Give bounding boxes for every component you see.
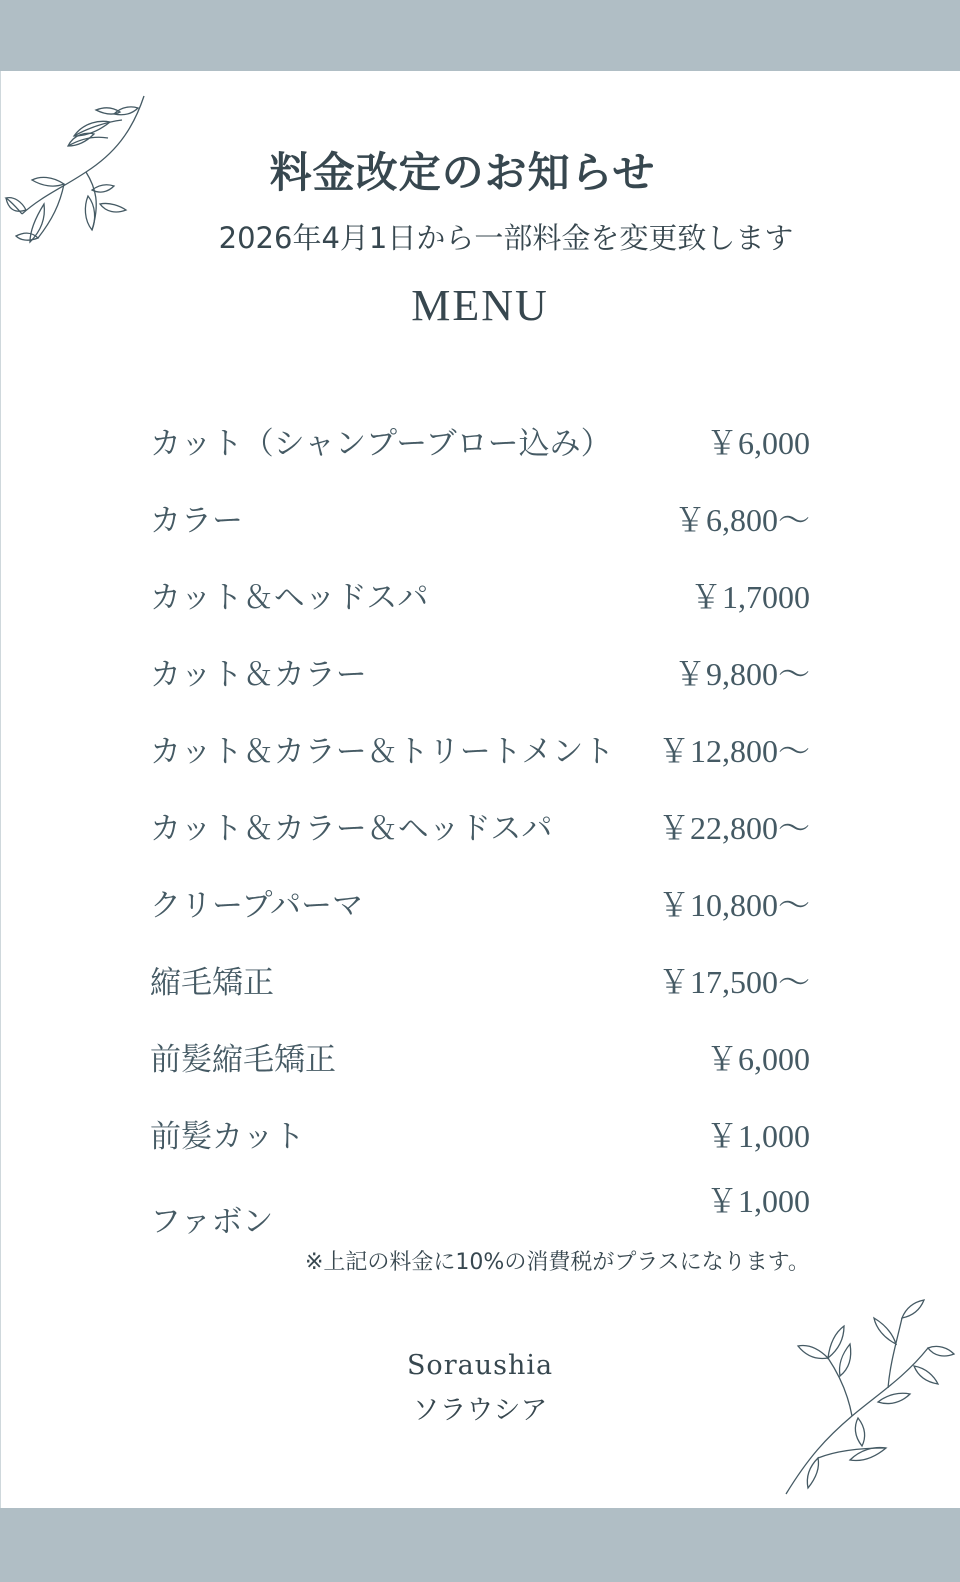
menu-item-name: カット＆ヘッドスパ xyxy=(150,580,429,616)
menu-item-name: 前髪カット xyxy=(150,1119,305,1155)
menu-row xyxy=(150,1180,810,1240)
menu-row xyxy=(150,880,810,930)
menu-row xyxy=(150,1111,810,1161)
menu-item-name: 前髪縮毛矯正 xyxy=(150,1042,336,1078)
menu-item-price: ￥6,000 xyxy=(705,425,810,461)
menu-item-price: ￥10,800～ xyxy=(657,887,810,923)
menu-heading: MENU xyxy=(411,281,549,330)
menu-item-name: ファボン xyxy=(150,1204,274,1240)
menu-row xyxy=(150,1034,810,1084)
bottom-color-band xyxy=(0,1508,960,1582)
menu-item-price: ￥12,800～ xyxy=(657,733,810,769)
menu-row xyxy=(150,418,810,468)
menu-item-name: カット＆カラー＆ヘッドスパ xyxy=(150,811,553,847)
page-subtitle: 2026年4月1日から一部料金を変更致します xyxy=(218,221,794,255)
menu-item-price: ￥6,800～ xyxy=(673,502,810,538)
salon-name-ja: ソラウシア xyxy=(412,1395,548,1426)
menu-item-name: 縮毛矯正 xyxy=(150,965,274,1001)
menu-item-name: カット（シャンプーブロー込み） xyxy=(150,426,612,462)
menu-item-name: カット＆カラー xyxy=(150,657,367,693)
menu-row xyxy=(150,572,810,622)
menu-item-price: ￥22,800～ xyxy=(657,810,810,846)
menu-item-price: ￥1,000 xyxy=(705,1118,810,1154)
top-color-band xyxy=(0,0,960,71)
menu-item-price: ￥17,500～ xyxy=(657,964,810,1000)
page-title: 料金改定のお知らせ xyxy=(269,148,656,197)
menu-item-name: クリープパーマ xyxy=(150,888,363,924)
menu-item-price: ￥1,7000 xyxy=(689,579,810,615)
tax-note: ※上記の料金に10%の消費税がプラスになります。 xyxy=(305,1250,810,1275)
menu-row xyxy=(150,649,810,699)
menu-row xyxy=(150,726,810,776)
menu-row xyxy=(150,957,810,1007)
salon-name-en: Soraushia xyxy=(406,1350,554,1381)
menu-item-price: ￥9,800～ xyxy=(673,656,810,692)
menu-item-price: ￥1,000 xyxy=(705,1183,810,1219)
menu-item-name: カラー xyxy=(150,503,243,539)
menu-row xyxy=(150,803,810,853)
menu-item-price: ￥6,000 xyxy=(705,1041,810,1077)
menu-row xyxy=(150,495,810,545)
menu-item-name: カット＆カラー＆トリートメント xyxy=(150,734,615,770)
